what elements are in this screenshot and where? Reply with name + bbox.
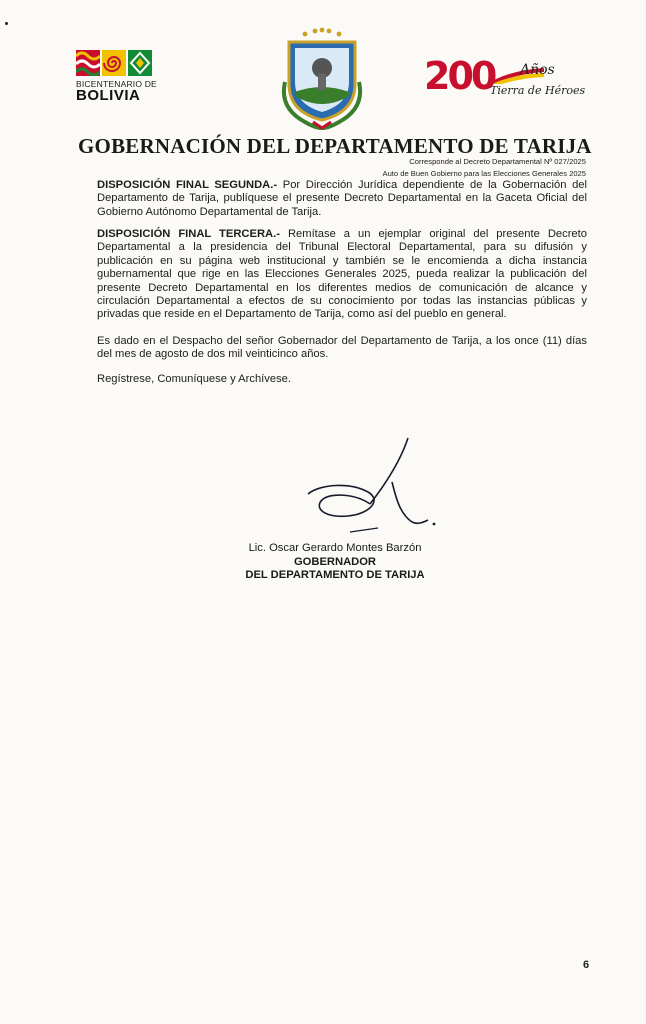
signature-block	[220, 542, 450, 583]
paragraph-heading: DISPOSICIÓN FINAL SEGUNDA.-	[97, 179, 278, 191]
anniversary-logo	[424, 54, 586, 104]
anniversary-anos: Años	[520, 62, 555, 78]
anniversary-number: 200	[424, 54, 495, 98]
paragraph-heading: DISPOSICIÓN FINAL TERCERA.-	[97, 228, 280, 240]
paragraph-text: Remítase a un ejemplar original del presente Decreto Departamental a la presidencia del Tribunal Electoral Departamental, para su difusión y publicación en su página web institucional y también se le encomienda a dicha instancia gubernamental que rige en las Elecciones Generales 2025, pueda realizar la publicación del presente Decreto Departamental en los diferentes medios de comunicación de alcance y circulación Departamental a efectos de su conocimiento por todas las instancias públicas y privadas que reside en el Departamento de Tarija, como así del pueblo en general.	[97, 228, 587, 321]
document-title: GOBERNACIÓN DEL DEPARTAMENTO DE TARIJA	[78, 134, 592, 158]
paragraph-text: Por Dirección Jurídica dependiente de la Gobernación del Departamento de Tarija, publíquese el presente Decreto Departamental en la Gaceta Oficial del Gobierno Autónomo Departamental de Tarija.	[97, 179, 588, 218]
wave-pattern-icon	[76, 50, 100, 76]
decree-subject: Auto de Buen Gobierno para las Elecciones Generales 2025	[382, 169, 586, 178]
decree-reference: Corresponde al Decreto Departamental Nº 027/2025	[409, 157, 586, 166]
bicentenario-logo	[76, 50, 162, 108]
handwritten-signature	[300, 434, 450, 552]
paragraph-disposicion-segunda	[97, 179, 587, 219]
diamond-pattern-icon	[128, 50, 152, 76]
paragraph-disposicion-tercera	[97, 228, 587, 322]
scan-speck	[5, 22, 8, 25]
signer-department: DEL DEPARTAMENTO DE TARIJA	[245, 569, 425, 582]
signer-role: GOBERNADOR	[293, 555, 377, 568]
spiral-pattern-icon	[102, 50, 126, 76]
bicentenario-label: BICENTENARIO DE	[76, 79, 157, 89]
bicentenario-tiles	[76, 50, 162, 76]
tarija-coat-of-arms-icon	[275, 22, 369, 130]
paragraph-registrese: Regístrese, Comuníquese y Archívese.	[97, 373, 292, 385]
paragraph-dado-en: Es dado en el Despacho del señor Gobernador del Departamento de Tarija, a los once (11) días del mes de agosto de dos mil veinticinco años.	[97, 335, 587, 361]
page-number: 6	[583, 959, 590, 971]
signer-name: Lic. Oscar Gerardo Montes Barzón	[248, 542, 422, 554]
bicentenario-country: BOLIVIA	[76, 87, 141, 104]
anniversary-tagline: Tierra de Héroes	[490, 84, 586, 97]
